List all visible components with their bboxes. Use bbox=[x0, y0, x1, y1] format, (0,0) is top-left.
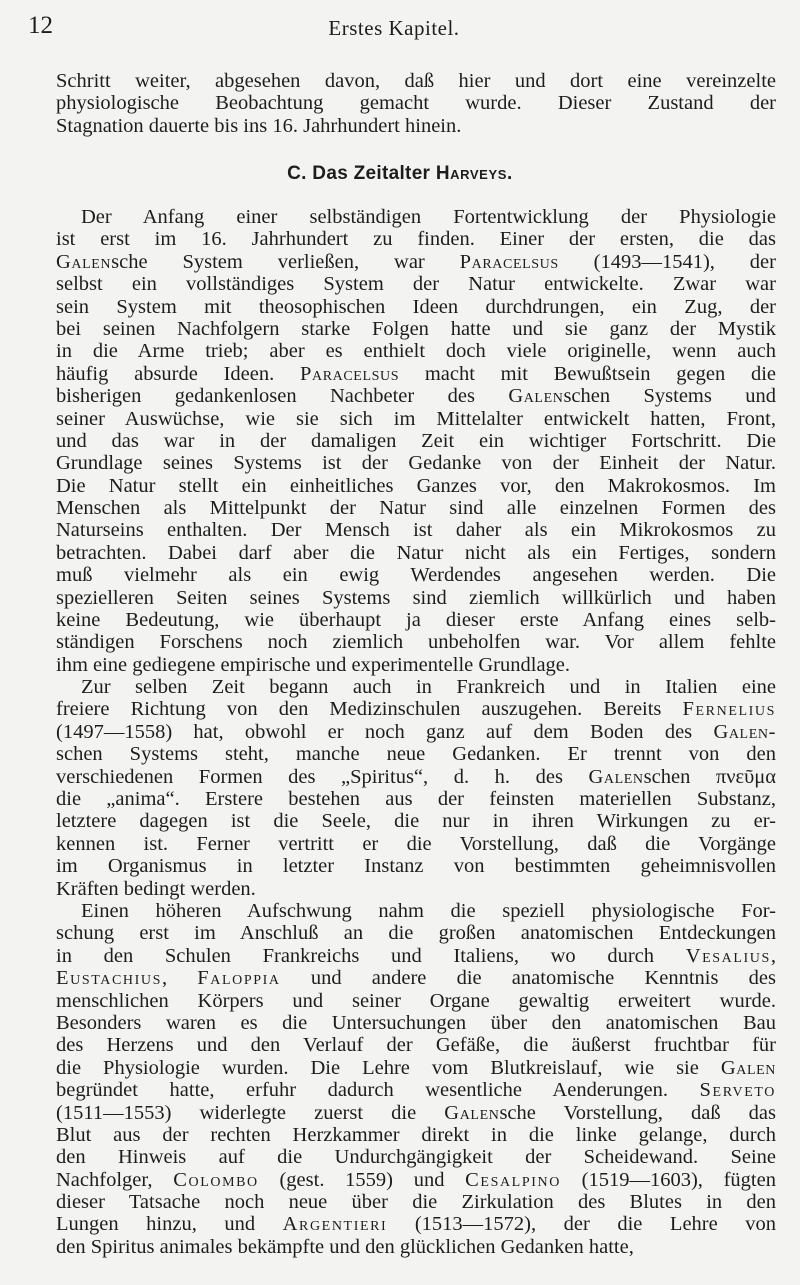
text-run: schen Systems und bbox=[563, 385, 776, 408]
paragraph-fernelius bbox=[56, 676, 776, 900]
text-run: kennen ist. Ferner vertritt er die Vorstellung, daß die Vorgänge bbox=[56, 832, 776, 855]
text-run: Die Natur stellt ein einheitliches Ganzes vor, den Makrokosmos. Im bbox=[56, 474, 776, 497]
text-run: Grundlage seines Systems ist der Gedanke von der Einheit der Natur. bbox=[56, 452, 776, 475]
text-run: Einen höheren Aufschwung nahm die speziell physiologische For- bbox=[81, 900, 776, 922]
text-line bbox=[56, 475, 776, 497]
text-run: bei seinen Nachfolgern starke Folgen hatte und sie ganz der Mystik bbox=[56, 317, 776, 340]
text-line bbox=[56, 1102, 776, 1124]
text-line bbox=[56, 654, 776, 676]
text-run: schung erst im Anschluß an die großen anatomischen Entdeckungen bbox=[56, 922, 776, 945]
text-run: schen πνεῦμα bbox=[643, 765, 776, 788]
text-run: in den Schulen Frankreichs und Italiens, wo durch bbox=[56, 944, 686, 967]
text-run: sche Vorstellung, daß das bbox=[499, 1101, 776, 1124]
person-name: Colombo bbox=[173, 1168, 259, 1191]
text-run: den Hinweis auf die Undurchgängigkeit der Scheidewand. Seine bbox=[56, 1146, 776, 1169]
text-line bbox=[56, 990, 776, 1012]
text-line bbox=[56, 609, 776, 631]
text-line bbox=[56, 878, 776, 900]
page-number: 12 bbox=[28, 12, 53, 39]
text-line bbox=[56, 497, 776, 519]
text-run: freiere Richtung von den Medizinschulen auszugehen. Bereits bbox=[56, 698, 683, 721]
text-line bbox=[56, 810, 776, 832]
text-line bbox=[56, 296, 776, 318]
text-line bbox=[56, 385, 776, 407]
text-line bbox=[56, 855, 776, 877]
text-line bbox=[56, 1146, 776, 1168]
text-run: letztere dagegen ist die Seele, die nur in ihren Wirkungen zu er- bbox=[56, 810, 776, 833]
text-run: sein System mit theosophischen Ideen durchdrungen, ein Zug, der bbox=[56, 295, 776, 318]
text-run: verschiedenen Formen des „Spiritus“, d. h. des bbox=[56, 765, 589, 788]
text-line: physiologische Beobachtung gemacht wurde. Dieser Zustand der bbox=[56, 92, 776, 115]
person-name: Galen- bbox=[713, 720, 776, 743]
text-line bbox=[56, 228, 776, 250]
text-line bbox=[56, 631, 776, 653]
person-name: Galen bbox=[508, 385, 564, 408]
person-name: Argentieri bbox=[282, 1213, 388, 1236]
text-run: die „anima“. Erstere bestehen aus der feinsten materiellen Substanz, bbox=[56, 787, 776, 810]
intro-paragraph bbox=[56, 70, 776, 137]
text-run: Der Anfang einer selbständigen Fortentwicklung der Physiologie bbox=[81, 206, 776, 228]
text-line bbox=[56, 251, 776, 273]
person-name: Vesalius bbox=[685, 944, 771, 967]
text-line bbox=[56, 833, 776, 855]
person-name: Eustachius bbox=[56, 967, 162, 990]
text-line bbox=[56, 273, 776, 295]
text-line bbox=[56, 1012, 776, 1034]
text-run: selbst ein vollständiges System der Natur entwickelte. Zwar war bbox=[56, 273, 776, 296]
text-line bbox=[56, 587, 776, 609]
text-run: schen Systems steht, manche neue Gedanken. Er trennt von den bbox=[56, 743, 776, 766]
text-run: , bbox=[770, 944, 776, 967]
text-run: Menschen als Mittelpunkt der Natur sind alle einzelnen Formen des bbox=[56, 497, 776, 520]
running-title: Erstes Kapitel. bbox=[328, 16, 460, 40]
text-run: den Spiritus animales bekämpfte und den glücklichen Gedanken hatte, bbox=[56, 1235, 634, 1258]
section-heading-prefix: C. Das Zeitalter bbox=[287, 163, 436, 184]
person-name: Galen bbox=[588, 765, 644, 788]
text-line bbox=[56, 967, 776, 989]
text-line bbox=[56, 564, 776, 586]
text-run: Blut aus der rechten Herzkammer direkt in die linke gelange, durch bbox=[56, 1123, 776, 1146]
person-name: Cesalpino bbox=[465, 1168, 561, 1191]
person-name: Fernelius bbox=[682, 698, 776, 721]
text-run: (1511—1553) widerlegte zuerst die bbox=[56, 1101, 445, 1124]
text-run: Besonders waren es die Untersuchungen über den anatomischen Bau bbox=[56, 1011, 776, 1034]
person-name: Galen bbox=[56, 250, 112, 273]
section-heading-name: Harveys. bbox=[435, 163, 513, 184]
text-run: Lungen hinzu, und bbox=[56, 1213, 283, 1236]
section-heading bbox=[0, 163, 800, 185]
person-name: Faloppia bbox=[197, 967, 281, 990]
text-run: (1519—1603), fügten bbox=[560, 1168, 776, 1191]
text-line bbox=[56, 721, 776, 743]
text-run: ihm eine gediegene empirische und experimentelle Grundlage. bbox=[56, 653, 571, 676]
text-run: dieser Tatsache noch neue über die Zirkulation des Blutes in den bbox=[56, 1191, 776, 1214]
text-line bbox=[56, 1124, 776, 1146]
text-run: häufig absurde Ideen. bbox=[56, 362, 300, 385]
text-run: Kräften bedingt werden. bbox=[56, 877, 256, 900]
text-run: Nachfolger, bbox=[56, 1168, 174, 1191]
text-line bbox=[56, 1057, 776, 1079]
text-line bbox=[56, 542, 776, 564]
paragraph-paracelsus bbox=[56, 206, 776, 676]
text-line bbox=[56, 206, 776, 228]
text-run: bisherigen gedankenlosen Nachbeter des bbox=[56, 385, 509, 408]
text-run: , bbox=[161, 967, 198, 990]
text-line bbox=[56, 676, 776, 698]
person-name: Paracelsus bbox=[300, 362, 400, 385]
text-line bbox=[56, 1034, 776, 1056]
text-run: in die Arme trieb; aber es enthielt doch viele originelle, wenn auch bbox=[56, 340, 776, 363]
text-line: Stagnation dauerte bis ins 16. Jahrhundert hinein. bbox=[56, 114, 462, 137]
text-run: die Physiologie wurden. Die Lehre vom Blutkreislauf, wie sie bbox=[56, 1056, 721, 1079]
text-line bbox=[56, 788, 776, 810]
text-run: (1493—1541), der bbox=[558, 250, 776, 273]
person-name: Galen bbox=[720, 1056, 776, 1079]
text-run: des Herzens und den Verlauf der Gefäße, die äußerst fruchtbar für bbox=[56, 1034, 776, 1057]
text-run: spezielleren Seiten seines Systems sind ziemlich willkürlich und haben bbox=[56, 586, 776, 609]
text-line bbox=[56, 430, 776, 452]
text-run: begründet hatte, erfuhr dadurch wesentliche Aenderungen. bbox=[56, 1079, 700, 1102]
text-run: und das war in der damaligen Zeit ein wichtiger Fortschritt. Die bbox=[56, 429, 776, 452]
text-run: muß vielmehr als ein ewig Werdendes angesehen werden. Die bbox=[56, 564, 776, 587]
text-line bbox=[56, 1169, 776, 1191]
text-run: menschlichen Körpers und seiner Organe gewaltig erweitert wurde. bbox=[56, 989, 776, 1012]
text-line bbox=[56, 945, 776, 967]
text-line bbox=[56, 698, 776, 720]
paragraph-anatomy bbox=[56, 900, 776, 1258]
text-run: (1497—1558) hat, obwohl er noch ganz auf dem Boden des bbox=[56, 720, 714, 743]
person-name: Galen bbox=[444, 1101, 500, 1124]
text-run: betrachten. Dabei darf aber die Natur nicht als ein Fertiges, sondern bbox=[56, 541, 776, 564]
text-run: ist erst im 16. Jahrhundert zu finden. Einer der ersten, die das bbox=[56, 228, 776, 251]
text-run: Naturseins enthalten. Der Mensch ist daher als ein Mikrokosmos zu bbox=[56, 519, 776, 542]
text-line bbox=[56, 743, 776, 765]
text-run: (1513—1572), der die Lehre von bbox=[387, 1213, 776, 1236]
text-line bbox=[56, 1191, 776, 1213]
text-line bbox=[56, 1236, 776, 1258]
text-line bbox=[56, 1079, 776, 1101]
text-line bbox=[56, 1213, 776, 1235]
text-line bbox=[56, 408, 776, 430]
text-run: keine Bedeutung, wie überhaupt ja dieser erste Anfang eines selb- bbox=[56, 609, 776, 632]
text-line bbox=[56, 318, 776, 340]
text-line bbox=[56, 363, 776, 385]
text-run: ständigen Forschens noch ziemlich unbeholfen war. Vor allem fehlte bbox=[56, 631, 776, 654]
text-line bbox=[56, 900, 776, 922]
text-line bbox=[56, 452, 776, 474]
text-run: macht mit Bewußtsein gegen die bbox=[399, 362, 776, 385]
text-line: Schritt weiter, abgesehen davon, daß hier und dort eine vereinzelte bbox=[56, 70, 776, 92]
text-line bbox=[56, 340, 776, 362]
text-line bbox=[56, 519, 776, 541]
text-run: sche System verließen, war bbox=[111, 250, 460, 273]
text-run: im Organismus in letzter Instanz von bestimmten geheimnisvollen bbox=[56, 855, 776, 878]
text-run: seiner Auswüchse, wie sie sich im Mittelalter entwickelt hatten, Front, bbox=[56, 407, 776, 430]
text-run: Zur selben Zeit begann auch in Frankreich und in Italien eine bbox=[81, 676, 776, 698]
text-run: und andere die anatomische Kenntnis des bbox=[280, 967, 777, 990]
person-name: Serveto bbox=[699, 1079, 776, 1102]
text-line bbox=[56, 922, 776, 944]
running-head bbox=[28, 12, 760, 52]
text-run: (gest. 1559) und bbox=[258, 1168, 466, 1191]
person-name: Paracelsus bbox=[459, 250, 559, 273]
text-line bbox=[56, 766, 776, 788]
